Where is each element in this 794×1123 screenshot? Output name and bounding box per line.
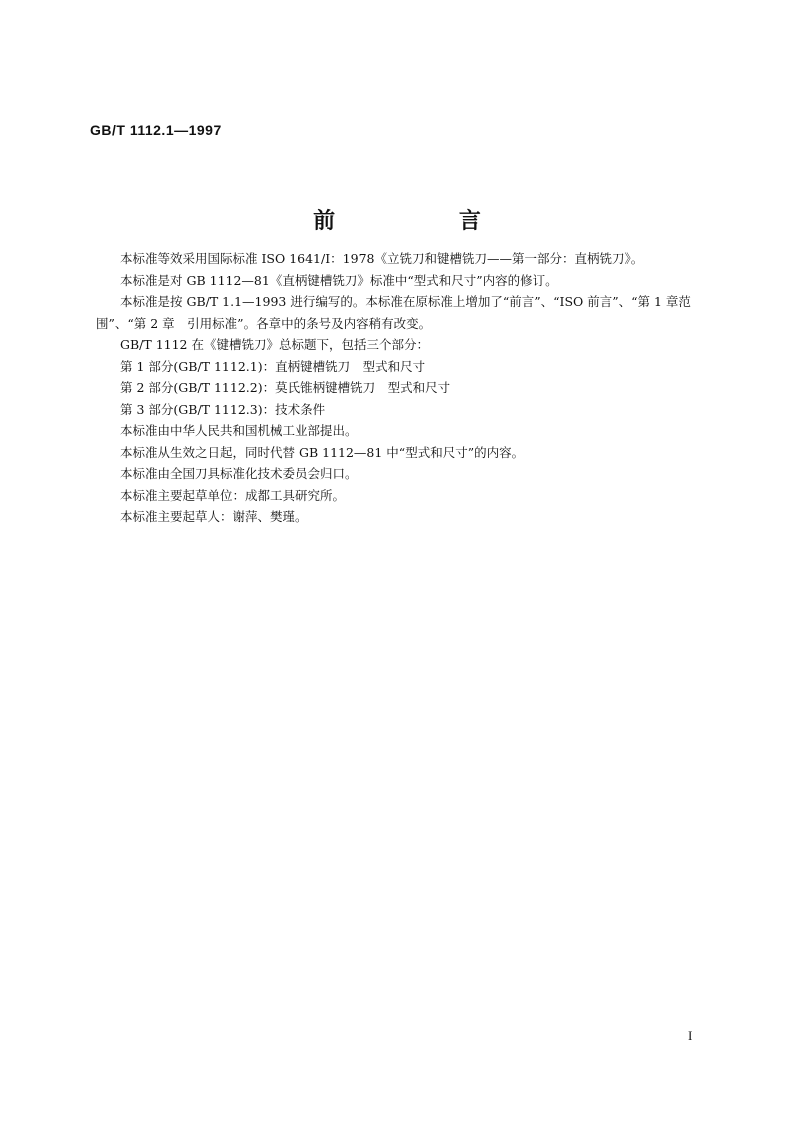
paragraph-replacement: 本标准从生效之日起，同时代替 GB 1112—81 中“型式和尺寸”的内容。 <box>120 444 525 460</box>
paragraph-parts-intro: GB/T 1112 在《键槽铣刀》总标题下，包括三个部分： <box>120 337 429 352</box>
page-title: 前 言 <box>313 208 539 234</box>
paragraph-drafters: 本标准主要起草人：谢萍、樊瑾。 <box>120 509 308 524</box>
paragraph-equivalence: 本标准等效采用国际标准 ISO 1641/Ⅰ：1978《立铣刀和键槽铣刀——第一部分：直柄铣刀》。 <box>120 251 644 266</box>
paragraph-drafting-rules: 本标准是按 GB/T 1.1—1993 进行编写的。本标准在原标准上增加了“前言”、“ISO 前言”、“第 1 章范围”、“第 2 章 引用标准”。各章中的条号及内容稍有改变。 <box>96 294 691 331</box>
paragraph-part-1: 第 1 部分(GB/T 1112.1)：直柄键槽铣刀 型式和尺寸 <box>120 358 426 374</box>
paragraph-part-2: 第 2 部分(GB/T 1112.2)：莫氏锥柄键槽铣刀 型式和尺寸 <box>120 380 451 395</box>
foreword-body <box>96 248 708 528</box>
paragraph-committee: 本标准由全国刀具标准化技术委员会归口。 <box>120 466 358 481</box>
paragraph-part-3: 第 3 部分(GB/T 1112.3)：技术条件 <box>120 401 326 417</box>
standard-code: GB/T 1112.1—1997 <box>90 122 222 138</box>
page-number: I <box>688 1028 693 1043</box>
paragraph-proposer: 本标准由中华人民共和国机械工业部提出。 <box>120 423 358 438</box>
paragraph-drafting-unit: 本标准主要起草单位：成都工具研究所。 <box>120 487 346 503</box>
paragraph-revision: 本标准是对 GB 1112—81《直柄键槽铣刀》标准中“型式和尺寸”内容的修订。 <box>120 272 558 288</box>
